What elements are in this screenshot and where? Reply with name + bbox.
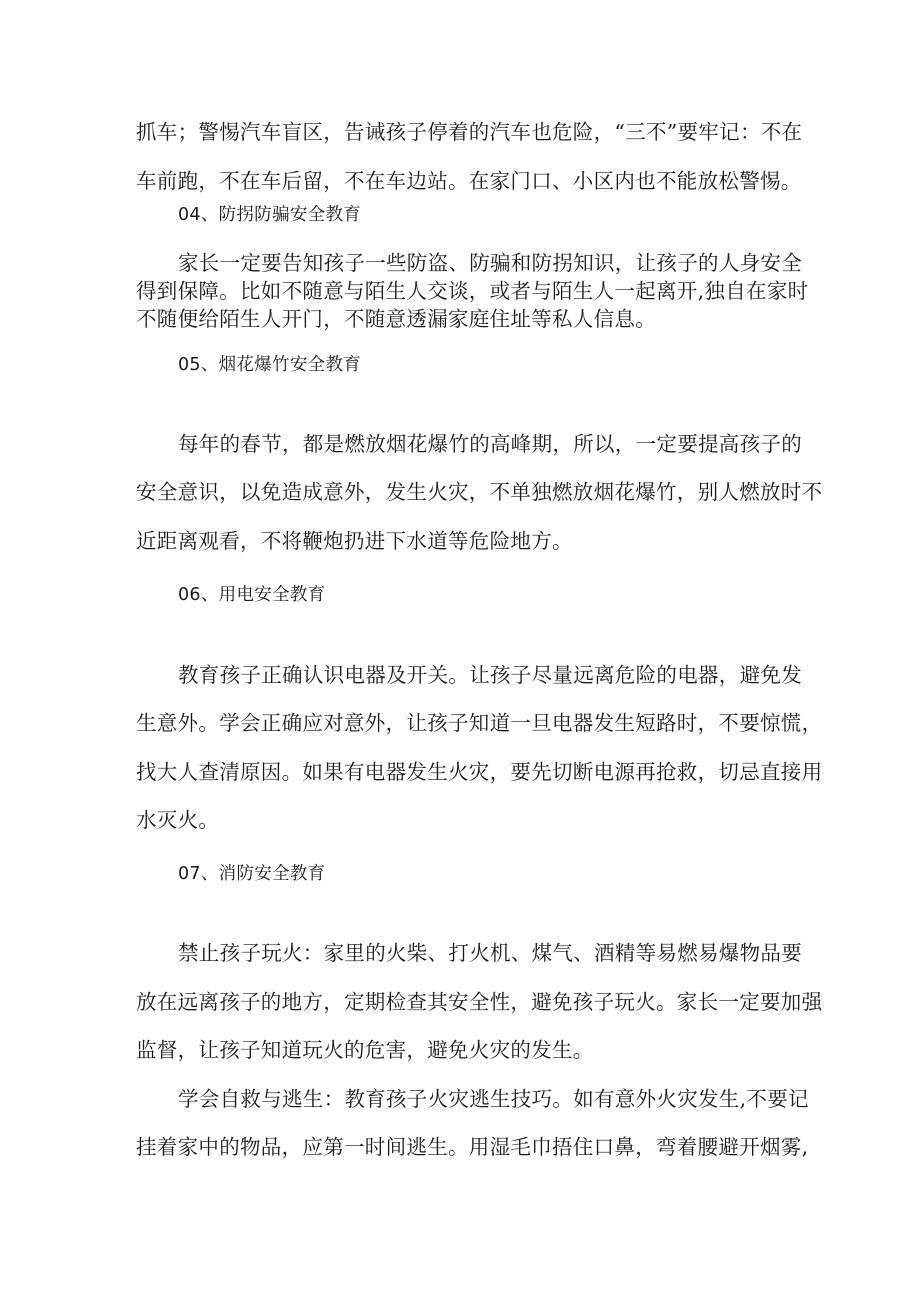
paragraph-line: 得到保障。比如不随意与陌生人交谈，或者与陌生人一起离开,独自在家时: [136, 279, 809, 303]
paragraph-line: 找大人查清原因。如果有电器发生火灾，要先切断电源再抢救，切忌直接用: [136, 760, 823, 784]
paragraph-line: 家长一定要告知孩子一些防盗、防骗和防拐知识，让孩子的人身安全: [178, 251, 802, 275]
paragraph-line: 每年的春节，都是燃放烟花爆竹的高峰期，所以，一定要提高孩子的: [178, 432, 802, 456]
section-heading-05: 05、烟花爆竹安全教育: [178, 355, 362, 375]
paragraph-line: 放在远离孩子的地方，定期检查其安全性，避免孩子玩火。家长一定要加强: [136, 990, 823, 1014]
paragraph-line: 学会自救与逃生：教育孩子火灾逃生技巧。如有意外火灾发生,不要记: [178, 1087, 809, 1111]
paragraph-line: 挂着家中的物品，应第一时间逃生。用湿毛巾捂住口鼻，弯着腰避开烟雾,: [136, 1135, 809, 1159]
paragraph-line: 近距离观看，不将鞭炮扔进下水道等危险地方。: [136, 529, 573, 553]
paragraph-line: 抓车；警惕汽车盲区，告诫孩子停着的汽车也危险，“三不”要牢记：不在: [136, 120, 803, 144]
paragraph-line: 禁止孩子玩火：家里的火柴、打火机、煤气、酒精等易燃易爆物品要: [178, 941, 802, 965]
section-heading-06: 06、用电安全教育: [178, 585, 326, 605]
section-heading-07: 07、消防安全教育: [178, 864, 326, 884]
paragraph-line: 监督，让孩子知道玩火的危害，避免火灾的发生。: [136, 1038, 594, 1062]
paragraph-line: 车前跑，不在车后留，不在车边站。在家门口、小区内也不能放松警惕。: [136, 169, 802, 193]
paragraph-line: 水灭火。: [136, 808, 220, 832]
section-heading-04: 04、防拐防骗安全教育: [178, 205, 362, 225]
paragraph-line: 生意外。学会正确应对意外，让孩子知道一旦电器发生短路时，不要惊慌，: [136, 711, 823, 735]
paragraph-line: 教育孩子正确认识电器及开关。让孩子尽量远离危险的电器，避免发: [178, 663, 802, 687]
paragraph-line: 不随便给陌生人开门，不随意透漏家庭住址等私人信息。: [136, 307, 656, 331]
paragraph-line: 安全意识，以免造成意外，发生火灾，不单独燃放烟花爆竹，别人燃放时不: [136, 480, 823, 504]
